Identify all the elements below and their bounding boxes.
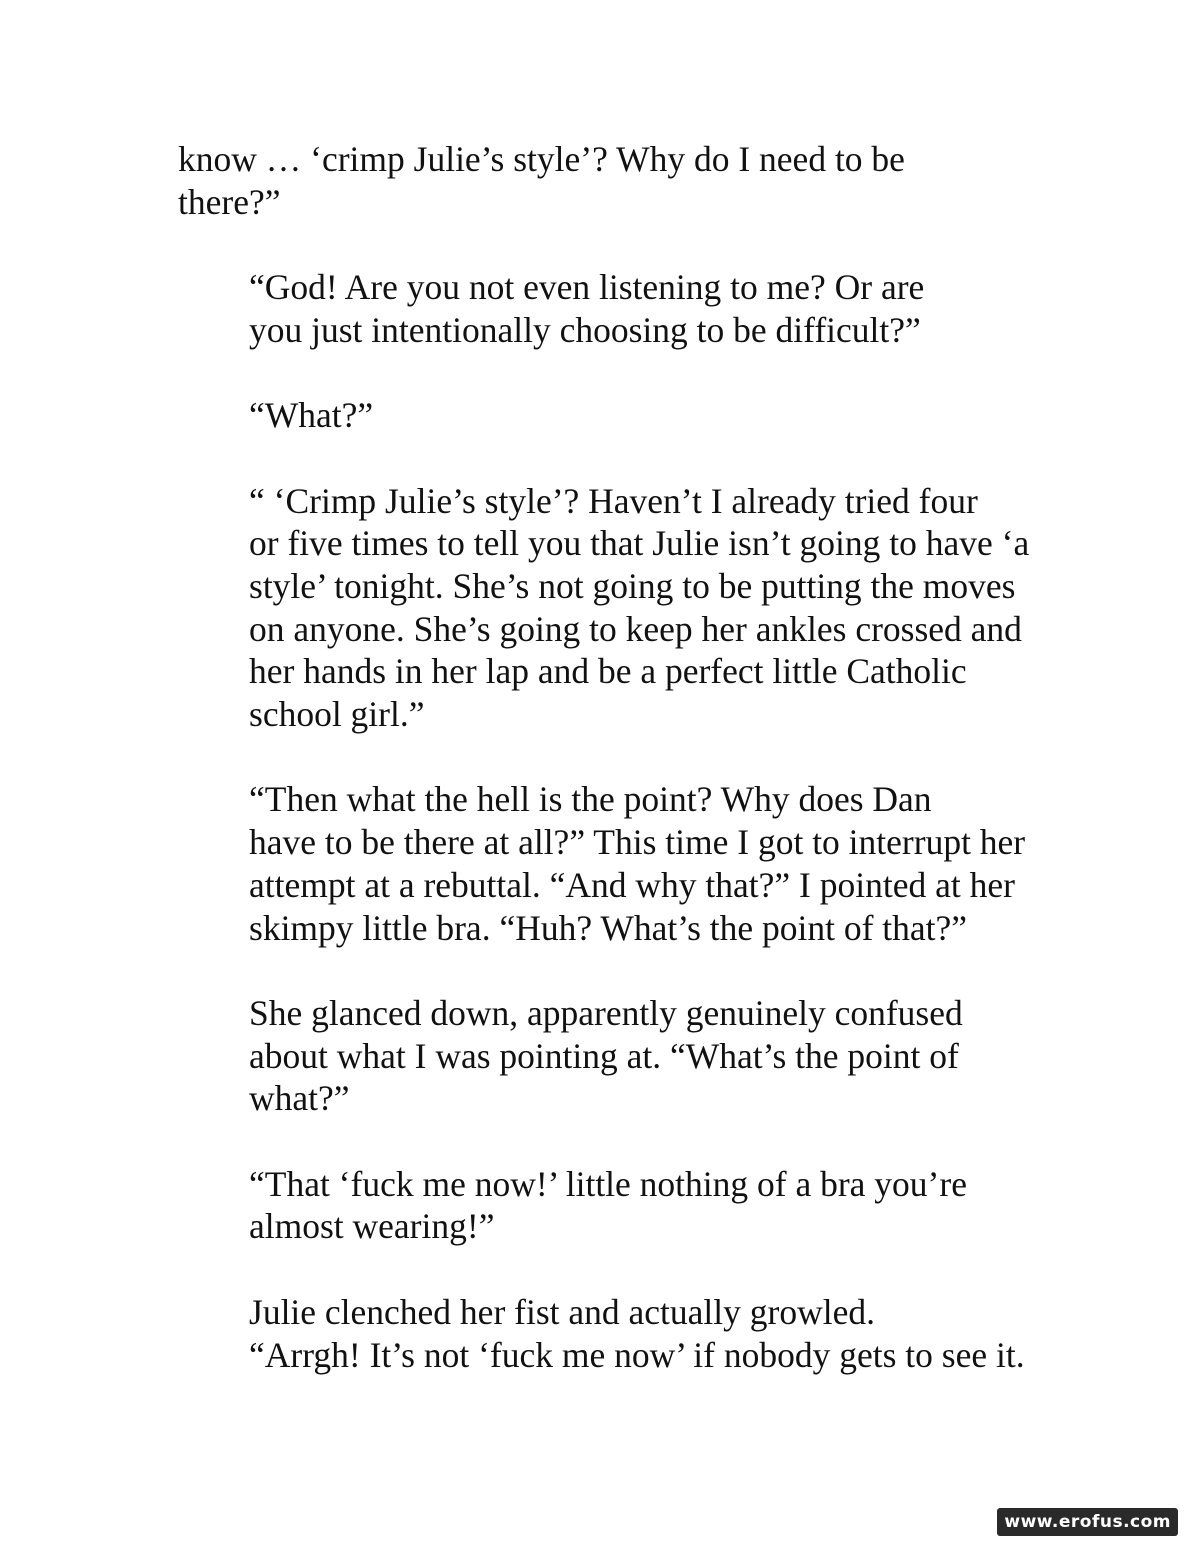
body-text bbox=[178, 138, 1038, 1419]
paragraph-4 bbox=[178, 480, 1038, 736]
text-line: her hands in her lap and be a perfect little Catholic bbox=[249, 651, 967, 692]
text-line: know … ‘crimp Julie’s style’? Why do I need to be bbox=[178, 139, 905, 179]
text-line: attempt at a rebuttal. “And why that?” I pointed at her bbox=[249, 864, 1015, 905]
paragraph-3 bbox=[178, 394, 1038, 437]
paragraph-2 bbox=[178, 266, 1038, 351]
text-line: She glanced down, apparently genuinely confused bbox=[249, 992, 963, 1033]
paragraph-8 bbox=[178, 1291, 1038, 1376]
paragraph-6 bbox=[178, 992, 1038, 1120]
text-line: what?” bbox=[249, 1078, 350, 1119]
text-line: there?” bbox=[178, 181, 281, 222]
text-line: “What?” bbox=[249, 395, 374, 436]
text-line: “Then what the hell is the point? Why does Dan bbox=[249, 779, 932, 820]
text-line: have to be there at all?” This time I got to interrupt her bbox=[249, 822, 1026, 863]
text-line: “That ‘fuck me now!’ little nothing of a bra you’re bbox=[249, 1163, 967, 1204]
watermark-link[interactable]: www.erofus.com bbox=[997, 1508, 1178, 1536]
text-line: “God! Are you not even listening to me? Or are bbox=[249, 267, 925, 308]
text-line: you just intentionally choosing to be difficult?” bbox=[249, 309, 921, 350]
text-line: almost wearing!” bbox=[249, 1206, 495, 1247]
text-line: Julie clenched her fist and actually growled. bbox=[249, 1291, 875, 1332]
paragraph-1 bbox=[178, 138, 1038, 223]
text-line: school girl.” bbox=[249, 694, 425, 735]
text-line: style’ tonight. She’s not going to be putting the moves bbox=[249, 565, 1016, 606]
text-line: or five times to tell you that Julie isn’t going to have ‘a bbox=[249, 523, 1030, 564]
text-line: about what I was pointing at. “What’s the point of bbox=[249, 1035, 959, 1076]
text-line: on anyone. She’s going to keep her ankles crossed and bbox=[249, 608, 1022, 649]
text-line: “ ‘Crimp Julie’s style’? Haven’t I already tried four bbox=[249, 480, 978, 521]
text-line: skimpy little bra. “Huh? What’s the point of that?” bbox=[249, 907, 968, 948]
paragraph-7 bbox=[178, 1163, 1038, 1248]
paragraph-5 bbox=[178, 778, 1038, 949]
text-line: “Arrgh! It’s not ‘fuck me now’ if nobody gets to see it. bbox=[249, 1334, 1025, 1375]
